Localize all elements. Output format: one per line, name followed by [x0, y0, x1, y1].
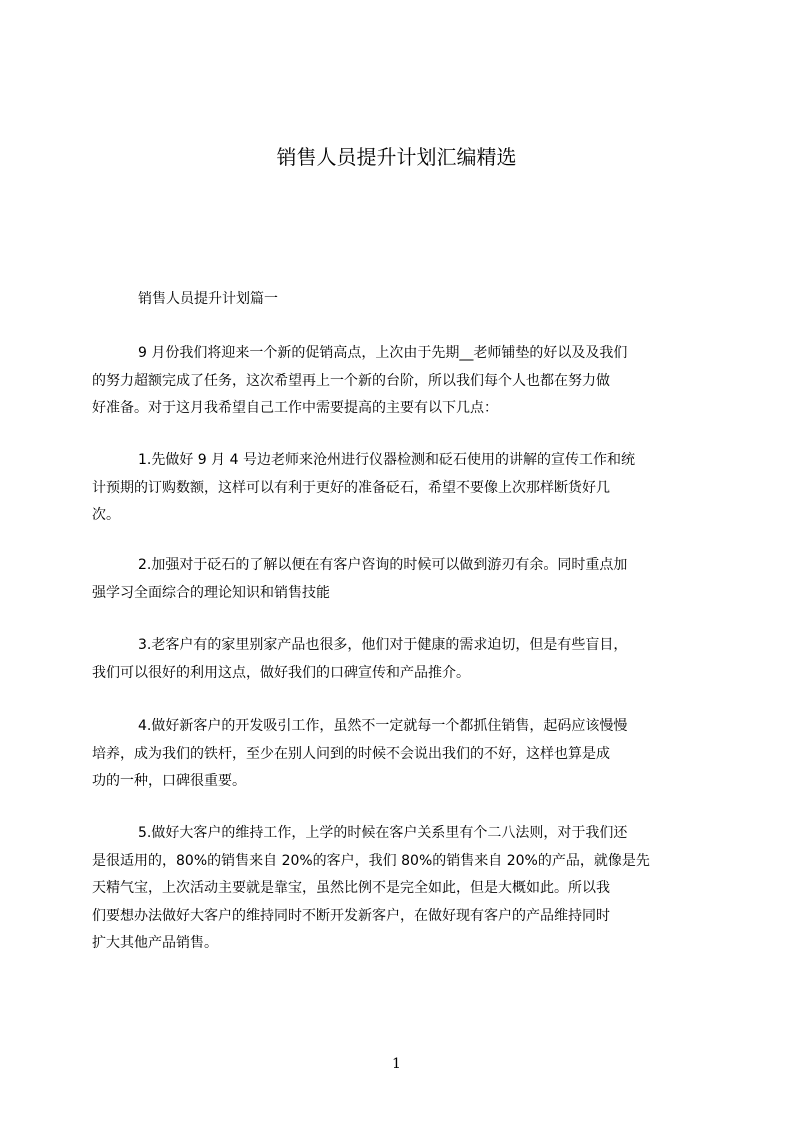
paragraph-3	[92, 552, 712, 607]
paragraph-line: 是很适用的，80%的销售来自 20%的客户，我们 80%的销售来自 20%的产品，就像是先	[92, 852, 650, 869]
paragraph-line: 5.做好大客户的维持工作，上学的时候在客户关系里有个二八法则，对于我们还	[138, 825, 628, 841]
paragraph-5	[92, 713, 712, 796]
paragraph-line: 的努力超额完成了任务，这次希望再上一个新的台阶，所以我们每个人也都在努力做	[92, 372, 610, 389]
paragraph-line: 计预期的订购数额，这样可以有利于更好的准备砭石，希望不要像上次那样断货好几	[92, 479, 610, 496]
paragraph-line: 次。	[92, 507, 120, 523]
paragraph-line: 2.加强对于砭石的了解以便在有客户咨询的时候可以做到游刃有余。同时重点加	[138, 557, 628, 573]
paragraph-6	[92, 820, 712, 958]
page-number: 1	[392, 1056, 401, 1072]
paragraph-2	[92, 447, 712, 530]
paragraph-line: 我们可以很好的利用这点，做好我们的口碑宣传和产品推介。	[92, 664, 470, 681]
paragraph-4	[92, 632, 712, 687]
paragraph-line: 好准备。对于这月我希望自己工作中需要提高的主要有以下几点：	[92, 400, 498, 416]
paragraph-line: 天精气宝，上次活动主要就是靠宝，虽然比例不是完全如此，但是大概如此。所以我	[92, 880, 610, 896]
paragraph-line: 强学习全面综合的理论知识和销售技能	[92, 584, 330, 601]
paragraph-line: 1.先做好 9 月 4 号边老师来沧州进行仪器检测和砭石使用的讲解的宣传工作和统	[138, 452, 635, 468]
paragraph-line: 3.老客户有的家里别家产品也很多，他们对于健康的需求迫切，但是有些盲目，	[138, 637, 628, 653]
paragraph-line: 扩大其他产品销售。	[92, 935, 218, 951]
paragraph-line: 9 月份我们将迎来一个新的促销高点，上次由于先期__老师铺垫的好以及及我们	[138, 345, 628, 361]
paragraph-1	[92, 340, 712, 423]
paragraph-line: 们要想办法做好大客户的维持同时不断开发新客户，在做好现有客户的产品维持同时	[92, 907, 610, 924]
section-heading: 销售人员提升计划篇一	[138, 291, 278, 307]
page-title: 销售人员提升计划汇编精选	[276, 145, 517, 169]
paragraph-line: 培养，成为我们的铁杆，至少在别人问到的时候不会说出我们的不好，这样也算是成	[92, 745, 610, 762]
paragraph-line: 4.做好新客户的开发吸引工作，虽然不一定就每一个都抓住销售，起码应该慢慢	[138, 718, 628, 734]
paragraph-line: 功的一种，口碑很重要。	[92, 773, 246, 789]
